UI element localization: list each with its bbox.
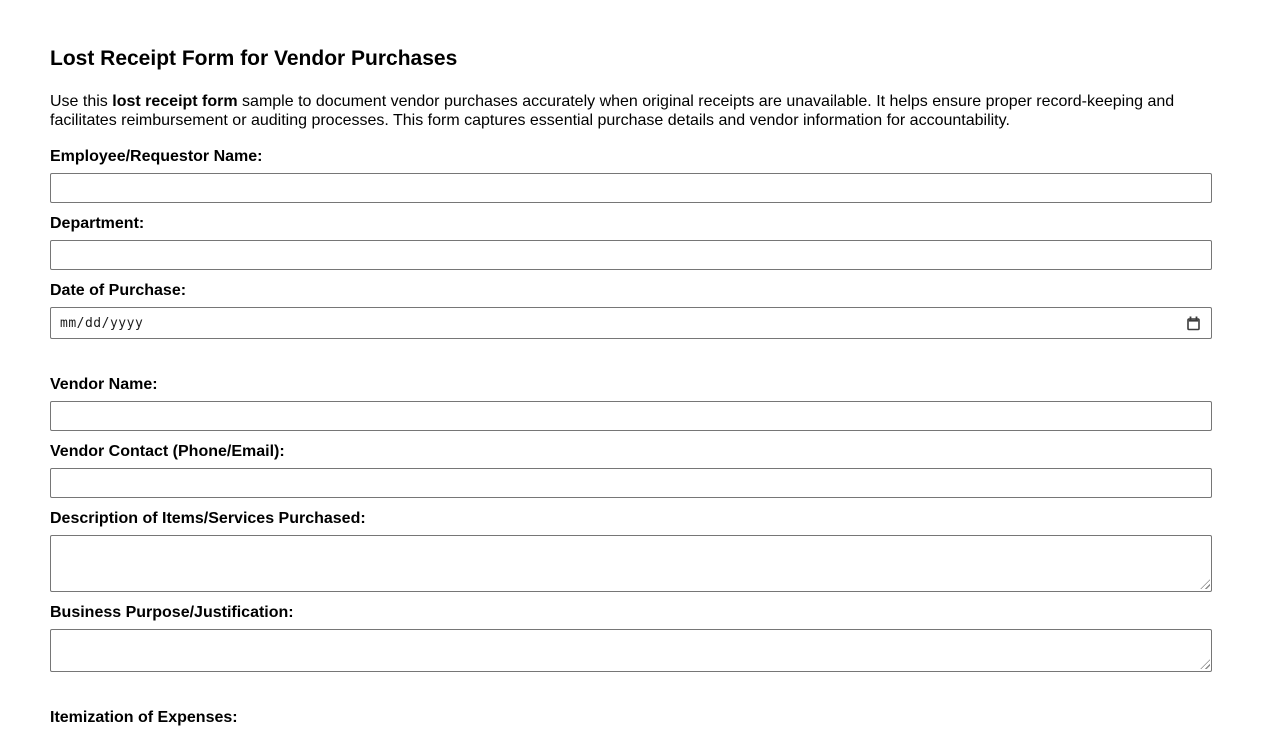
vendor-name-input[interactable] — [50, 401, 1212, 431]
intro-paragraph — [50, 93, 1212, 130]
date-placeholder[interactable]: mm/dd/yyyy — [60, 315, 144, 331]
employee-name-input[interactable] — [50, 173, 1212, 203]
employee-name-label: Employee/Requestor Name: — [50, 148, 263, 166]
purchase-date-field — [50, 283, 1212, 339]
department-field — [50, 216, 1212, 270]
vendor-contact-field — [50, 444, 1212, 498]
vendor-name-label: Vendor Name: — [50, 376, 158, 394]
vendor-name-field — [50, 377, 1212, 431]
intro-bold-phrase: lost receipt form — [112, 93, 238, 111]
business-purpose-label: Business Purpose/Justification: — [50, 604, 294, 622]
description-label: Description of Items/Services Purchased: — [50, 510, 366, 528]
calendar-icon[interactable] — [1184, 314, 1202, 332]
description-textarea[interactable] — [50, 535, 1212, 592]
intro-text-before: Use this — [50, 93, 113, 111]
itemization-label: Itemization of Expenses: — [50, 709, 238, 727]
page-title: Lost Receipt Form for Vendor Purchases — [50, 47, 458, 70]
department-input[interactable] — [50, 240, 1212, 270]
purchase-date-input[interactable] — [50, 307, 1212, 339]
vendor-contact-input[interactable] — [50, 468, 1212, 498]
purchase-date-label: Date of Purchase: — [50, 282, 187, 300]
lost-receipt-form — [50, 149, 1212, 726]
description-textarea-wrap — [50, 535, 1212, 592]
department-label: Department: — [50, 215, 145, 233]
business-purpose-textarea-wrap — [50, 629, 1212, 672]
business-purpose-field — [50, 605, 1212, 672]
vendor-contact-label: Vendor Contact (Phone/Email): — [50, 443, 285, 461]
intro-text-after: sample to document vendor purchases accurately when original receipts are unavailable. It helps ensure proper record-keeping and facilitates reimbursement or auditing processes. This form captures essential purchase details and vendor information for accountability. — [50, 93, 1175, 129]
employee-name-field — [50, 149, 1212, 203]
business-purpose-textarea[interactable] — [50, 629, 1212, 672]
itemization-field — [50, 710, 1212, 726]
description-field — [50, 511, 1212, 592]
